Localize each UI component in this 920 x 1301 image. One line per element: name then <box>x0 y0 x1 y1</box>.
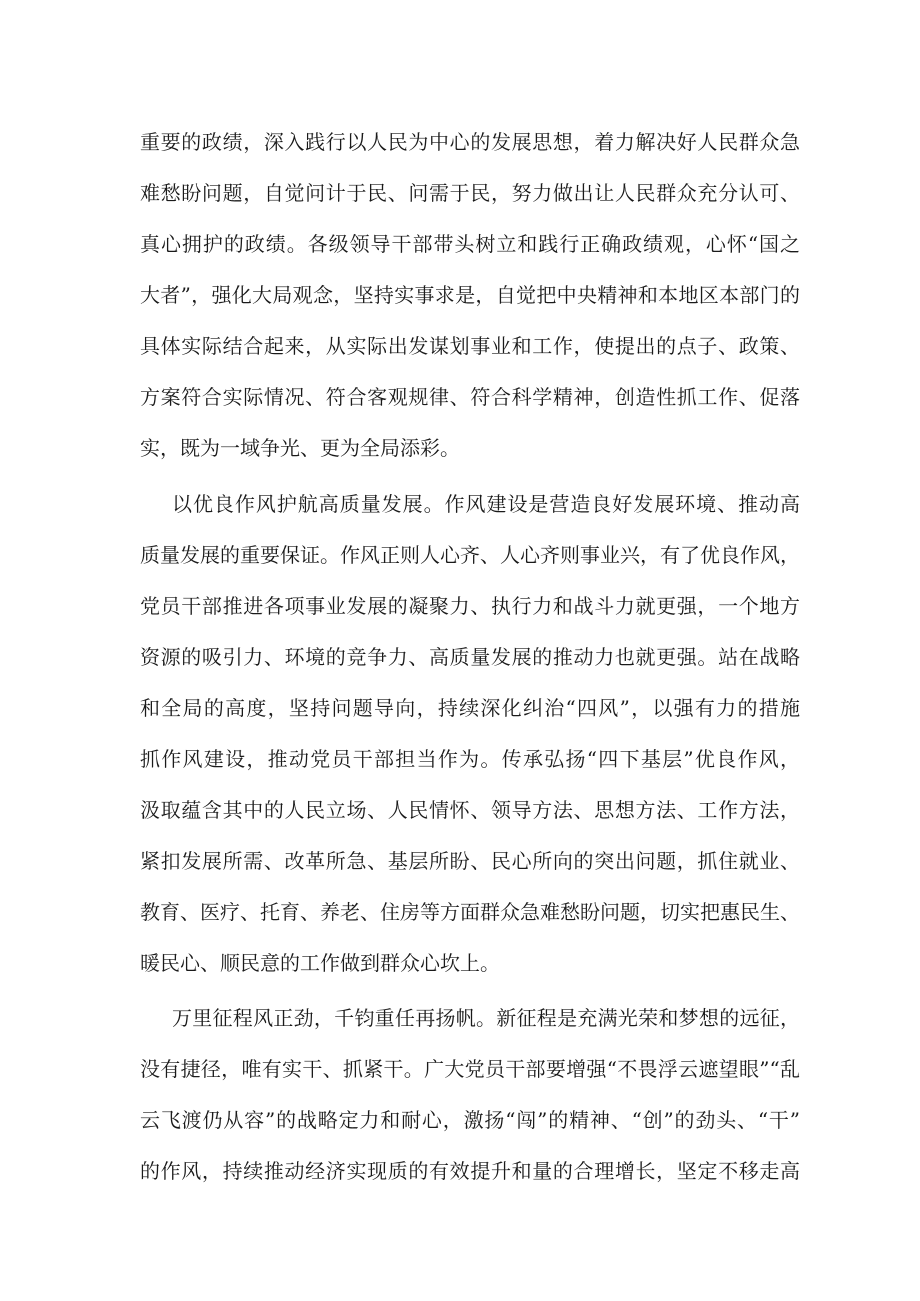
text-line: 资源的吸引力、环境的竞争力、高质量发展的推动力也就更强。站在战略 <box>140 645 800 669</box>
text-line: 方案符合实际情况、符合客观规律、符合科学精神，创造性抓工作、促落 <box>140 385 800 409</box>
text-line: 紧扣发展所需、改革所急、基层所盼、民心所向的突出问题，抓住就业、 <box>140 849 800 873</box>
text-line: 重要的政绩，深入践行以人民为中心的发展思想，着力解决好人民群众急 <box>140 130 800 154</box>
paragraph-3 <box>140 993 800 1197</box>
text-line: 和全局的高度，坚持问题导向，持续深化纠治“四风”，以强有力的措施 <box>140 696 800 720</box>
paragraph-2 <box>140 479 800 989</box>
paragraph-1 <box>140 117 800 474</box>
text-line: 暖民心、顺民意的工作做到群众心坎上。 <box>140 951 500 975</box>
text-line: 难愁盼问题，自觉问计于民、问需于民，努力做出让人民群众充分认可、 <box>140 181 800 205</box>
text-line: 实，既为一域争光、更为全局添彩。 <box>140 436 460 460</box>
text-line: 质量发展的重要保证。作风正则人心齐、人心齐则事业兴，有了优良作风， <box>140 543 800 567</box>
text-line: 真心拥护的政绩。各级领导干部带头树立和践行正确政绩观，心怀“国之 <box>140 232 800 256</box>
text-line: 没有捷径，唯有实干、抓紧干。广大党员干部要增强“不畏浮云遮望眼”“乱 <box>140 1057 800 1081</box>
text-line: 党员干部推进各项事业发展的凝聚力、执行力和战斗力就更强，一个地方 <box>140 594 800 618</box>
text-line: 云飞渡仍从容”的战略定力和耐心，激扬“闯”的精神、“创”的劲头、“干” <box>140 1108 800 1132</box>
text-line: 万里征程风正劲，千钧重任再扬帆。新征程是充满光荣和梦想的远征， <box>172 1006 800 1030</box>
text-line: 教育、医疗、托育、养老、住房等方面群众急难愁盼问题，切实把惠民生、 <box>140 900 800 924</box>
text-line: 以优良作风护航高质量发展。作风建设是营造良好发展环境、推动高 <box>172 492 800 516</box>
text-line: 具体实际结合起来，从实际出发谋划事业和工作，使提出的点子、政策、 <box>140 334 800 358</box>
text-line: 的作风，持续推动经济实现质的有效提升和量的合理增长，坚定不移走高 <box>140 1159 800 1183</box>
text-line: 汲取蕴含其中的人民立场、人民情怀、领导方法、思想方法、工作方法， <box>140 798 800 822</box>
text-line: 抓作风建设，推动党员干部担当作为。传承弘扬“四下基层”优良作风， <box>140 747 800 771</box>
text-line: 大者”，强化大局观念，坚持实事求是，自觉把中央精神和本地区本部门的 <box>140 283 800 307</box>
